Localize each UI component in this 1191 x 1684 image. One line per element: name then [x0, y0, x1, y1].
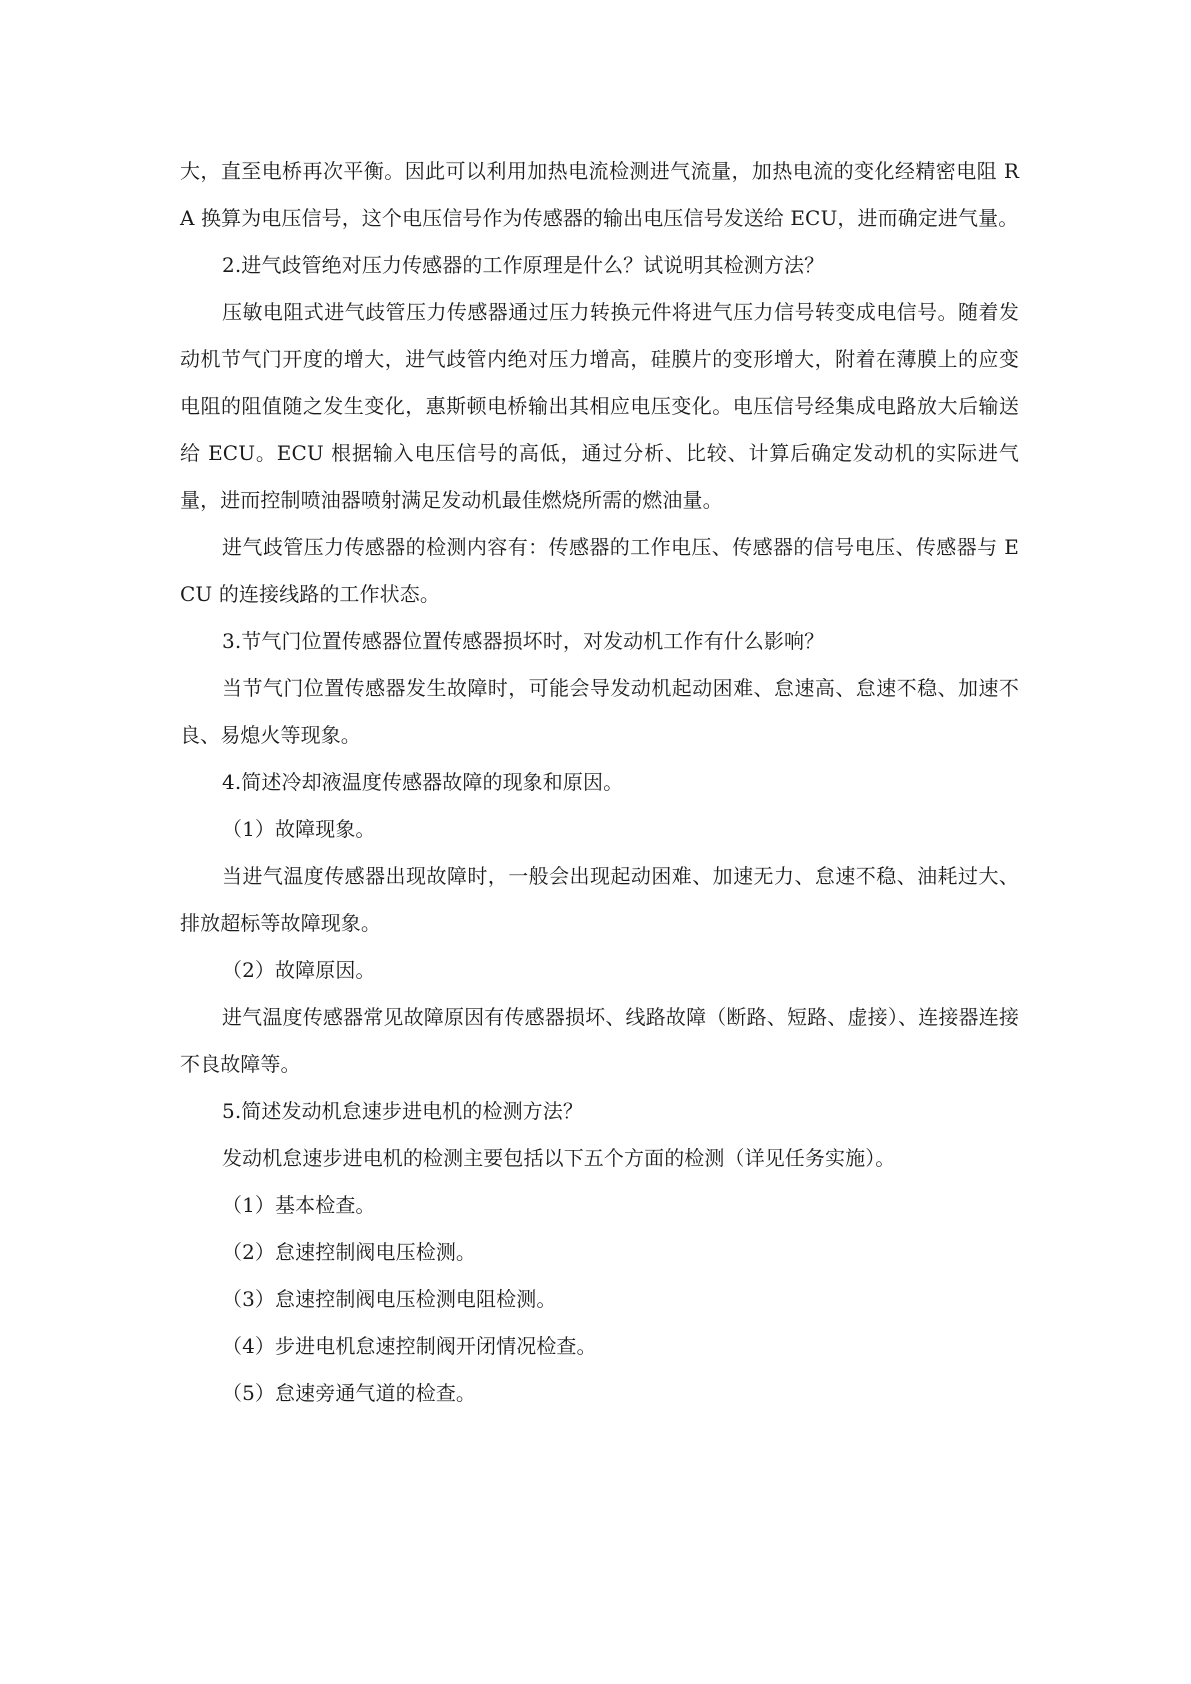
- list-item: （1）基本检查。: [222, 1193, 376, 1217]
- question-2-heading: 2.进气歧管绝对压力传感器的工作原理是什么？试说明其检测方法？: [222, 253, 825, 277]
- paragraph: 压敏电阻式进气歧管压力传感器通过压力转换元件将进气压力信号转变成电信号。随着发动机节气门开度的增大，进气歧管内绝对压力增高，硅膜片的变形增大，附着在薄膜上的应变电阻的阻值随之发生变化，惠斯顿电桥输出其相应电压变化。电压信号经集成电路放大后输送给 ECU。ECU 根据输入电压信号的高低，通过分析、比较、计算后确定发动机的实际进气量，进而控制喷油器喷射满足发动机最佳燃烧所需的燃油量。: [180, 300, 1019, 512]
- list-item: （4）步进电机怠速控制阀开闭情况检查。: [222, 1334, 597, 1358]
- paragraph: 当节气门位置传感器发生故障时，可能会导发动机起动困难、怠速高、怠速不稳、加速不良、易熄火等现象。: [180, 676, 1019, 747]
- question-4-heading: 4.简述冷却液温度传感器故障的现象和原因。: [222, 770, 624, 794]
- paragraph: 进气温度传感器常见故障原因有传感器损坏、线路故障（断路、短路、虚接）、连接器连接不良故障等。: [180, 1005, 1019, 1076]
- paragraph-continuation: 大，直至电桥再次平衡。因此可以利用加热电流检测进气流量，加热电流的变化经精密电阻 RA 换算为电压信号，这个电压信号作为传感器的输出电压信号发送给 ECU，进而确定进气量。: [180, 159, 1019, 230]
- document-body: [180, 148, 1019, 1417]
- sub-heading: （2）故障原因。: [222, 958, 376, 982]
- paragraph: 发动机怠速步进电机的检测主要包括以下五个方面的检测（详见任务实施）。: [222, 1146, 896, 1170]
- question-3-heading: 3.节气门位置传感器位置传感器损坏时，对发动机工作有什么影响？: [222, 629, 825, 653]
- list-item: （3）怠速控制阀电压检测电阻检测。: [222, 1287, 557, 1311]
- paragraph: 进气歧管压力传感器的检测内容有：传感器的工作电压、传感器的信号电压、传感器与 ECU 的连接线路的工作状态。: [180, 535, 1019, 606]
- list-item: （5）怠速旁通气道的检查。: [222, 1381, 477, 1405]
- list-item: （2）怠速控制阀电压检测。: [222, 1240, 477, 1264]
- sub-heading: （1）故障现象。: [222, 817, 376, 841]
- question-5-heading: 5.简述发动机怠速步进电机的检测方法？: [222, 1099, 583, 1123]
- paragraph: 当进气温度传感器出现故障时，一般会出现起动困难、加速无力、怠速不稳、油耗过大、排放超标等故障现象。: [180, 864, 1019, 935]
